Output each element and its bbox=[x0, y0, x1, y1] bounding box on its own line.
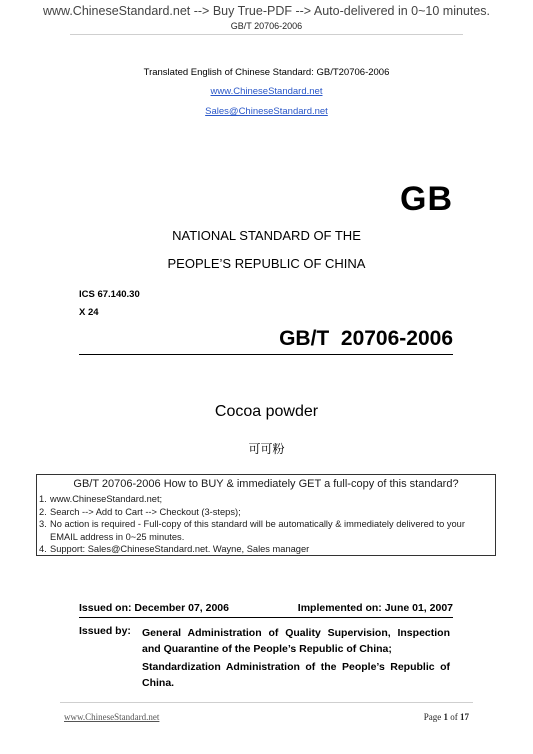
header-divider bbox=[70, 34, 463, 35]
issuance-divider bbox=[79, 617, 453, 618]
national-standard-line1: NATIONAL STANDARD OF THE bbox=[172, 228, 361, 243]
buy-step-number: 2. bbox=[39, 506, 47, 517]
buy-steps-list bbox=[39, 493, 491, 556]
title-chinese: 可可粉 bbox=[248, 442, 285, 456]
page-current: 1 bbox=[443, 712, 448, 722]
issuer-sac: Standardization Administration of the People’s Republic of China. bbox=[142, 661, 450, 689]
page-total: 17 bbox=[460, 712, 469, 722]
buy-step-text[interactable]: www.ChineseStandard.net; bbox=[50, 494, 163, 504]
buy-step-text: Support: Sales@ChineseStandard.net. Wayne, Sales manager bbox=[50, 544, 310, 555]
footer-divider bbox=[60, 702, 473, 703]
email-link[interactable]: Sales@ChineseStandard.net bbox=[205, 106, 328, 117]
standard-number: GB/T 20706-2006 bbox=[279, 327, 453, 350]
buy-step bbox=[39, 506, 491, 519]
top-banner: www.ChineseStandard.net --> Buy True-PDF --> Auto-delivered in 0~10 minutes. bbox=[42, 4, 491, 18]
buy-box-title: GB/T 20706-2006 How to BUY & immediately GET a full-copy of this standard? bbox=[73, 478, 459, 490]
footer-website-link[interactable]: www.ChineseStandard.net bbox=[64, 712, 160, 722]
page-prefix: Page bbox=[423, 712, 444, 722]
national-standard-line2: PEOPLE’S REPUBLIC OF CHINA bbox=[167, 256, 366, 271]
title-english: Cocoa powder bbox=[214, 403, 319, 420]
buy-step-number: 4. bbox=[39, 544, 47, 555]
cover-divider bbox=[79, 354, 453, 355]
website-link[interactable]: www.ChineseStandard.net bbox=[210, 86, 323, 97]
translated-note: Translated English of Chinese Standard: GB/T20706-2006 bbox=[143, 67, 390, 78]
buy-step-number: 3. bbox=[39, 519, 47, 530]
issued-on-date: Issued on: December 07, 2006 bbox=[79, 602, 229, 614]
buy-step-text: Search --> Add to Cart --> Checkout (3-steps); bbox=[50, 506, 241, 517]
buy-instructions-box bbox=[36, 474, 496, 556]
buy-step bbox=[39, 543, 491, 556]
buy-step bbox=[39, 518, 491, 543]
issuer-aqsiq: General Administration of Quality Supervision, Inspection and Quarantine of the People’s Republic of China; bbox=[142, 627, 450, 655]
gb-logo: GB bbox=[400, 180, 453, 218]
page-indicator bbox=[424, 712, 469, 722]
issued-by-label: Issued by: bbox=[79, 625, 131, 637]
ics-code: ICS 67.140.30 bbox=[79, 289, 140, 300]
implemented-on-date: Implemented on: June 01, 2007 bbox=[297, 602, 453, 614]
x-code: X 24 bbox=[79, 307, 99, 318]
buy-step bbox=[39, 493, 491, 506]
header-standard-code: GB/T 20706-2006 bbox=[230, 21, 303, 31]
page-mid: of bbox=[448, 712, 460, 722]
buy-step-number: 1. bbox=[39, 494, 47, 504]
buy-step-text: No action is required - Full-copy of this standard will be automatically & immediately delivered to your EMAIL address in 0~25 minutes. bbox=[50, 519, 465, 542]
